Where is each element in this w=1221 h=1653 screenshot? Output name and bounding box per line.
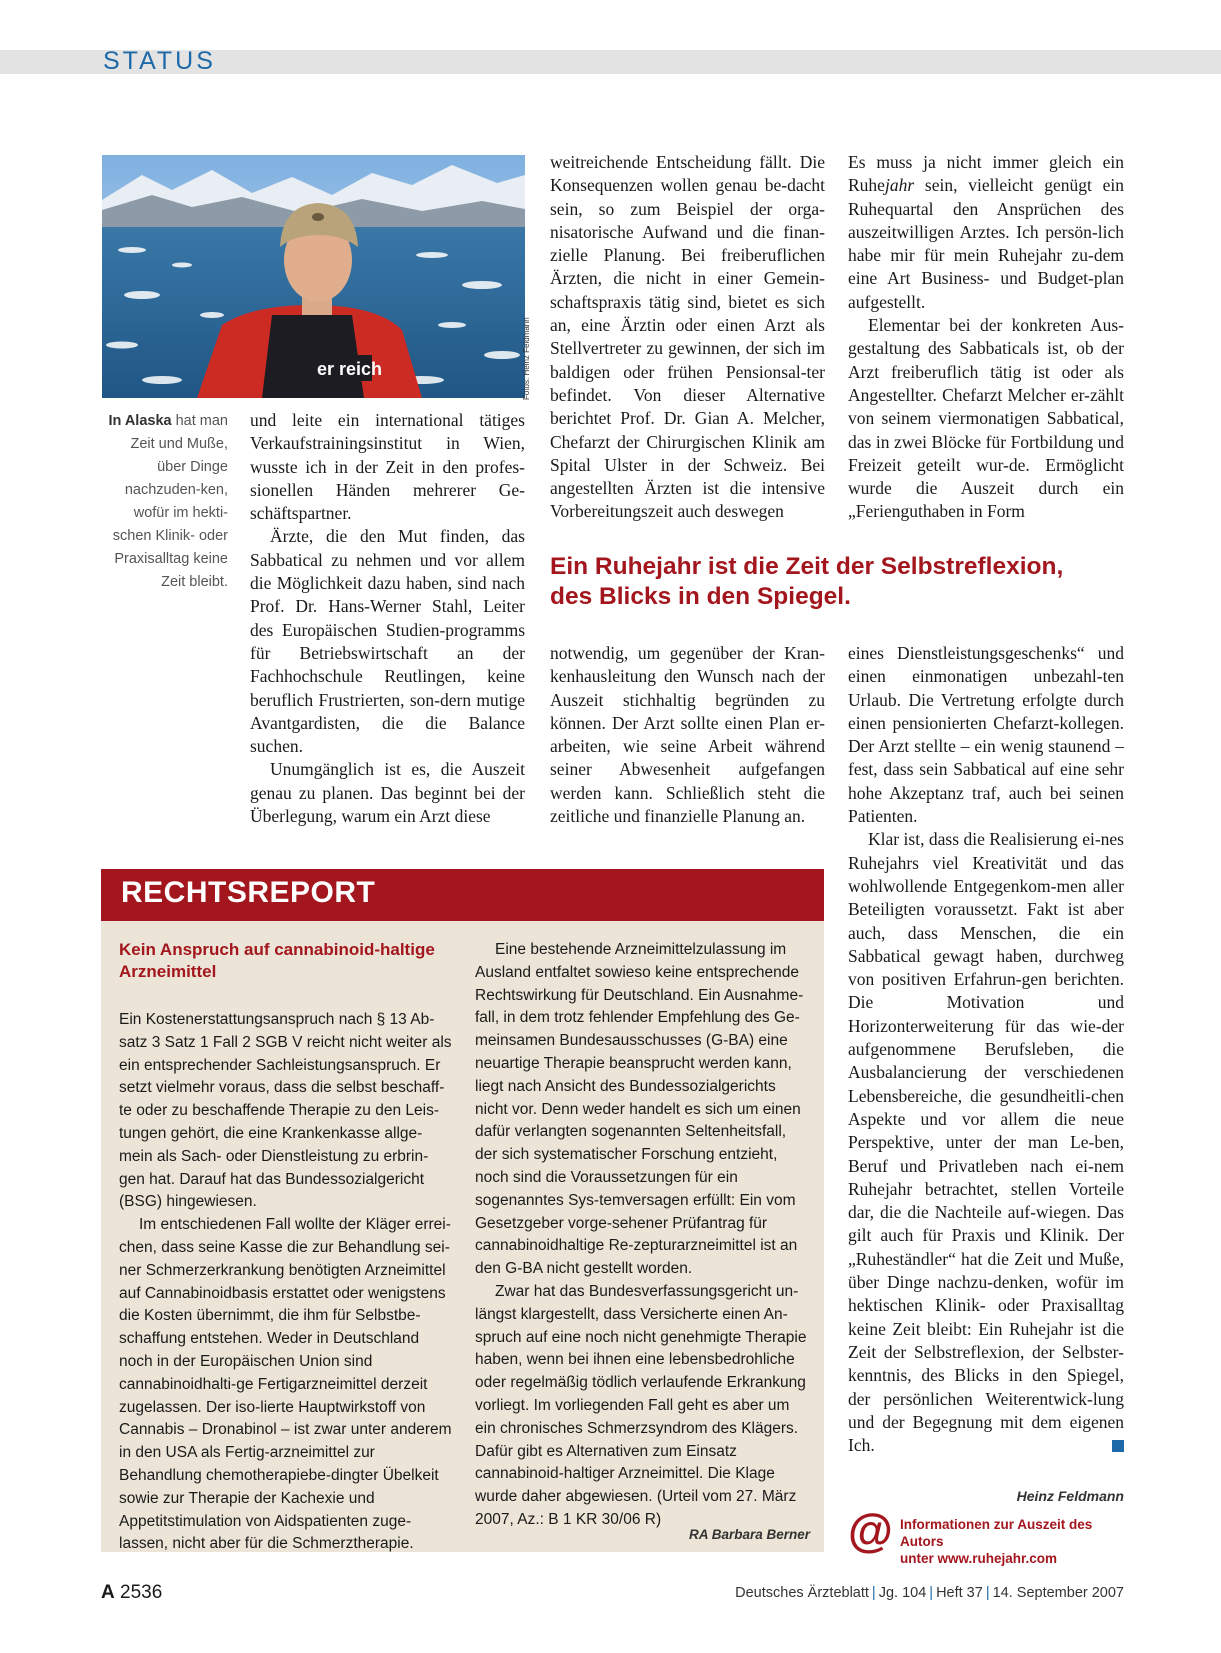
alaska-photo <box>102 155 525 398</box>
paragraph: eines Dienstleistungsgeschenks“ und einen einmonatigen unbezahl-ten Urlaub. Die Vertretung erfolgte durch einen pensionierten Chefarzt-kollegen. Der Arzt stellte – ein wenig staunend – fest, dass sein Sabbatical auf eine sehr hohe Akzeptanz traf, auch bei seinen Patienten. <box>848 643 1124 827</box>
page-prefix: A <box>101 1582 115 1603</box>
photo-credit: Fotos: Heinz Feldmann <box>522 317 531 400</box>
paragraph: Elementar bei der konkreten Aus-gestaltung des Sabbaticals ist, ob der Arzt freiberuflich tätig ist oder als Angestellter. Chefarzt Melcher er-zählt von seinem viermonatigen Sabbatical, das in zwei Blöcke für Fortbildung und Freizeit geteilt wur-de. Ermöglicht wurde die Auszeit durch ein „Ferienguthaben in Form <box>848 315 1124 522</box>
paragraph: Ein Kostenerstattungsanspruch nach § 13 Ab-satz 3 Satz 1 Fall 2 SGB V reicht nicht weiter als ein entsprechender Sachleistungsanspruch. Er setzt vielmehr voraus, dass die selbst beschaff-te oder zu beschaffende Therapie zu den Leis-tungen gehört, die eine Krankenkasse allge-mein als Sach- oder Dienstleistung zu erbrin-gen hat. Darauf hat das Bundessozialgericht (BSG) hingewiesen. <box>119 1011 452 1211</box>
paragraph: und leite ein international tätiges Verkaufstrainingsinstitut in Wien, wusste ich in der Zeit in den profes-sionellen Händen mehrerer Ge-schäftspartner. <box>250 410 525 524</box>
italic-run: jahr <box>884 175 915 196</box>
rechtsreport-header <box>101 869 824 921</box>
paragraph <box>848 828 1124 1457</box>
rechtsreport-box <box>101 869 824 1552</box>
paragraph <box>848 151 1124 314</box>
paragraph: notwendig, um gegenüber der Kran-kenhausleitung den Wunsch nach der Auszeit stichhaltig begründen zu können. Der Arzt sollte einen Plan er-arbeiten, wie seine Arbeit während seiner Abwesenheit aufgefangen werden kann. Schließlich steht die zeitliche und finanzielle Planung an. <box>550 643 825 827</box>
separator: | <box>985 1585 990 1601</box>
caption-lead: In Alaska <box>108 413 172 429</box>
at-icon: @ <box>848 1504 893 1556</box>
section-label: STATUS <box>103 47 216 75</box>
footer-info <box>735 1585 1124 1601</box>
date: 14. September 2007 <box>992 1585 1124 1601</box>
pull-quote: Ein Ruhejahr ist die Zeit der Selbstreflexion, des Blicks in den Spiegel. <box>550 553 1064 610</box>
paragraph: weitreichende Entscheidung fällt. Die Konsequenzen wollen genau be-dacht sein, so zum Beispiel der orga-nisatorische Aufwand und die finan-zielle Planung. Bei freiberuflichen Ärzten, die nicht in einer Gemein-schaftspraxis tätig sind, bietet es sich an, eine Ärztin oder einen Arzt als Stellvertreter zu gewinnen, der sich im baldigen oder frühen Pensionsal-ter befindet. Von dieser Alternative berichtet Prof. Dr. Gian A. Melcher, Chefarzt der Chirurgischen Klinik am Spital Ulster in der Schweiz. Bei angestellten Ärzten ist die intensive Vorbereitungszeit auch deswegen <box>550 152 825 522</box>
paragraph: Im entschiedenen Fall wollte der Kläger errei-chen, dass seine Kasse die zur Behandlung sei-ner Schmerzerkrankung benötigten Arzneimittel auf Cannabinoidbasis erstattet oder wenigstens die Kosten übernimmt, die ihm für Selbstbe-schaffung entstehen. Weder in Deutschland noch in der Europäischen Union sind cannabinoidhalti-ge Fertigarzneimittel derzeit zugelassen. Der iso-lierte Hauptwirkstoff von Cannabis – Dronabinol – ist zwar unter anderem in den USA als Fertig-arzneimittel zur Behandlung chemotherapiebe-dingter Übelkeit sowie zur Therapie der Kachexie und Appetitstimulation von Aidspatienten zuge-lassen, nicht aber für die Schmerztherapie. <box>119 1216 452 1553</box>
article-column-1 <box>250 409 525 828</box>
text-run: Es muss ja nicht immer gleich ein Ruhe <box>848 152 1124 196</box>
rechtsreport-subtitle: Kein Anspruch auf cannabinoid-haltige Arzneimittel <box>119 940 435 981</box>
article-column-3-bottom <box>848 642 1124 1457</box>
paragraph: Eine bestehende Arzneimittelzulassung im Ausland entfaltet sowieso keine entsprechende Rechtswirkung für Deutschland. Ein Ausnahme-fall, in dem trotz fehlender Empfehlung des Ge-meinsamen Bundesausschusses (G-BA) eine neuartige Therapie beansprucht werden kann, liegt nach Ansicht des Bundessozialgerichts nicht vor. Denn weder handelt es sich um einen dafür verlangten sogenannten Seltenheitsfall, der sich systematischer Forschung entzieht, noch sind die Voraussetzungen für ein sogenanntes Sys-temversagen erfüllt: Ein vom Gesetzgeber vorge-sehener Prüfantrag für cannabinoidhaltige Re-zepturarzneimittel ist an den G-BA nicht gestellt worden. <box>475 941 804 1278</box>
end-mark-icon <box>1112 1440 1124 1452</box>
issue: Heft 37 <box>936 1585 983 1601</box>
paragraph: Zwar hat das Bundesverfassungsgericht un-längst klargestellt, dass Versicherte einen An-spruch auf eine noch nicht genehmigte Therapie haben, wenn bei ihnen eine lebensbedrohliche oder regelmäßig tödlich verlaufende Erkrankung vorliegt. Im vorliegenden Fall geht es aber um ein chronisches Schmerzsyndrom des Klägers. Dafür gibt es Alternativen zum Einsatz cannabinoid-haltiger Arzneimittel. Die Klage wurde daher abgewiesen. (Urteil vom 27. März 2007, Az.: B 1 KR 30/06 R) <box>475 1282 807 1528</box>
article-column-3-top <box>848 151 1124 524</box>
text-run: sein, vielleicht genügt ein Ruhequartal den Ansprüchen des auszeitwilligen Arztes. Ich persön-lich habe mir für mein Ruhejahr zu-dem eine Art Business- und Budget-plan aufgestellt. <box>848 175 1124 312</box>
separator: | <box>929 1585 934 1601</box>
article-column-2-bottom <box>550 642 825 828</box>
caption-text: hat man Zeit und Muße, über Dinge nachzuden-ken, wofür im hekti-schen Klinik- oder Praxisalltag keine Zeit bleibt. <box>112 413 228 590</box>
article-column-2-top <box>550 151 825 524</box>
rechtsreport-title: RECHTSREPORT <box>121 876 376 909</box>
rechtsreport-column-2 <box>475 939 810 1532</box>
page-number-value: 2536 <box>120 1582 163 1603</box>
text-run: Klar ist, dass die Realisierung ei-nes Ruhejahrs viel Kreativität und das wohlwollende Entgegenkom-men aller Beteiligten voraussetzt. Fakt ist aber auch, dass Menschen, die ein Sabbatical gewagt haben, durchweg von positiven Erfahrun-gen berichten. Die Motivation und Horizonterweiterung für das wie-der aufgenommene Berufsleben, die Ausbalancierung der verschiedenen Lebensbereiche, die gesundheitli-chen Aspekte und vor allem die neue Perspektive, unter der man Le-ben, Beruf und Privatleben nach ei-nem Ruhejahr betrachtet, stellen Vorteile dar, die die Nachteile auf-wiegen. Das gilt auch für Praxis und Klinik. Der „Ruheständler“ hat die Zeit und Muße, über Dinge nachzu-denken, wofür im hektischen Klinik- oder Praxisalltag keine Zeit bleibt: Ein Ruhejahr ist die Zeit der Selbstreflexion, der Selbster-kenntnis, des Blicks in den Spiegel, der persönlichen Weiterentwick-lung und der Begegnung mit dem eigenen Ich. <box>848 829 1124 1456</box>
paragraph: Unumgänglich ist es, die Auszeit genau zu planen. Das beginnt bei der Überlegung, warum ein Arzt diese <box>250 759 525 827</box>
author-info-box <box>848 1504 1128 1566</box>
author-name: Heinz Feldmann <box>1016 1488 1124 1504</box>
volume: Jg. 104 <box>878 1585 927 1601</box>
paragraph: Ärzte, die den Mut finden, das Sabbatical zu nehmen und vor allem die Möglichkeit dazu haben, sind nach Prof. Dr. Hans-Werner Stahl, Leiter des Europäischen Studien-programms für Betriebswirtschaft an der Fachhochschule Reutlingen, keine beruflich Frustrierten, son-dern mutige Avantgardisten, die die Balance suchen. <box>250 526 525 757</box>
journal-name: Deutsches Ärzteblatt <box>735 1585 869 1601</box>
rechtsreport-signature: RA Barbara Berner <box>689 1527 811 1542</box>
photo-caption <box>100 410 228 594</box>
info-link[interactable]: unter www.ruhejahr.com <box>900 1551 1058 1566</box>
rechtsreport-column-1 <box>119 1009 453 1556</box>
info-text <box>900 1516 1128 1567</box>
info-line: Informationen zur Auszeit des Autors <box>900 1517 1093 1549</box>
page-number <box>101 1582 162 1604</box>
separator: | <box>871 1585 876 1601</box>
jacket-text: er reich <box>317 359 383 379</box>
